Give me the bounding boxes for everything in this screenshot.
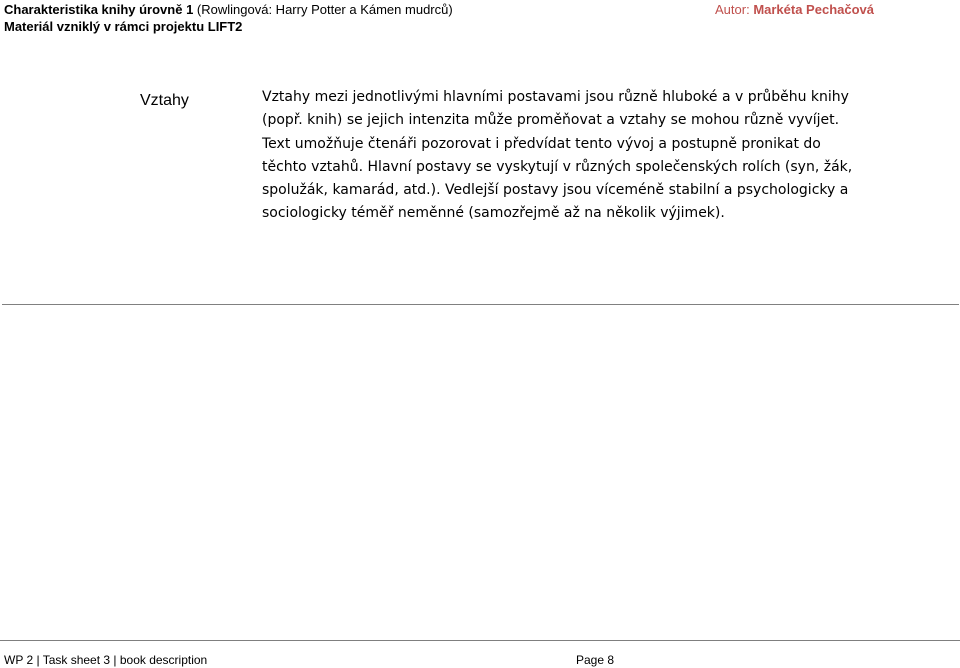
document-subtitle: Materiál vzniklý v rámci projektu LIFT2 <box>4 19 243 34</box>
footer-info: WP 2 | Task sheet 3 | book description <box>4 653 208 667</box>
page-header <box>4 0 956 40</box>
paragraph-line: sociologicky téměř neměnné (samozřejmě až na několik výjimek). <box>262 205 725 222</box>
document-title-book: (Rowlingová: Harry Potter a Kámen mudrců) <box>193 2 453 17</box>
author-name: Markéta Pechačová <box>753 2 874 17</box>
author-credit <box>715 1 874 19</box>
paragraph-line: spolužák, kamarád, atd.). Vedlejší postavy jsou víceméně stabilní a psychologicky a <box>262 182 849 199</box>
page-number: Page 8 <box>576 653 615 667</box>
paragraph-line: Vztahy mezi jednotlivými hlavními postavami jsou různě hluboké a v průběhu knihy <box>262 89 849 105</box>
document-title-main: Charakteristika knihy úrovně 1 <box>4 2 194 17</box>
paragraph-line: (popř. knih) se jejich intenzita může proměňovat a vztahy se mohou různě vyvíjet. <box>262 112 840 129</box>
section-paragraph <box>262 86 960 226</box>
section-label: Vztahy <box>140 92 189 109</box>
footer-rule <box>0 640 960 641</box>
document-title <box>4 1 453 19</box>
author-label: Autor: <box>715 2 754 17</box>
section-divider <box>2 304 959 305</box>
paragraph-line: Text umožňuje čtenáři pozorovat i předvídat tento vývoj a postupně pronikat do <box>262 135 821 152</box>
paragraph-line: těchto vztahů. Hlavní postavy se vyskytují v různých společenských rolích (syn, žák, <box>262 158 853 175</box>
